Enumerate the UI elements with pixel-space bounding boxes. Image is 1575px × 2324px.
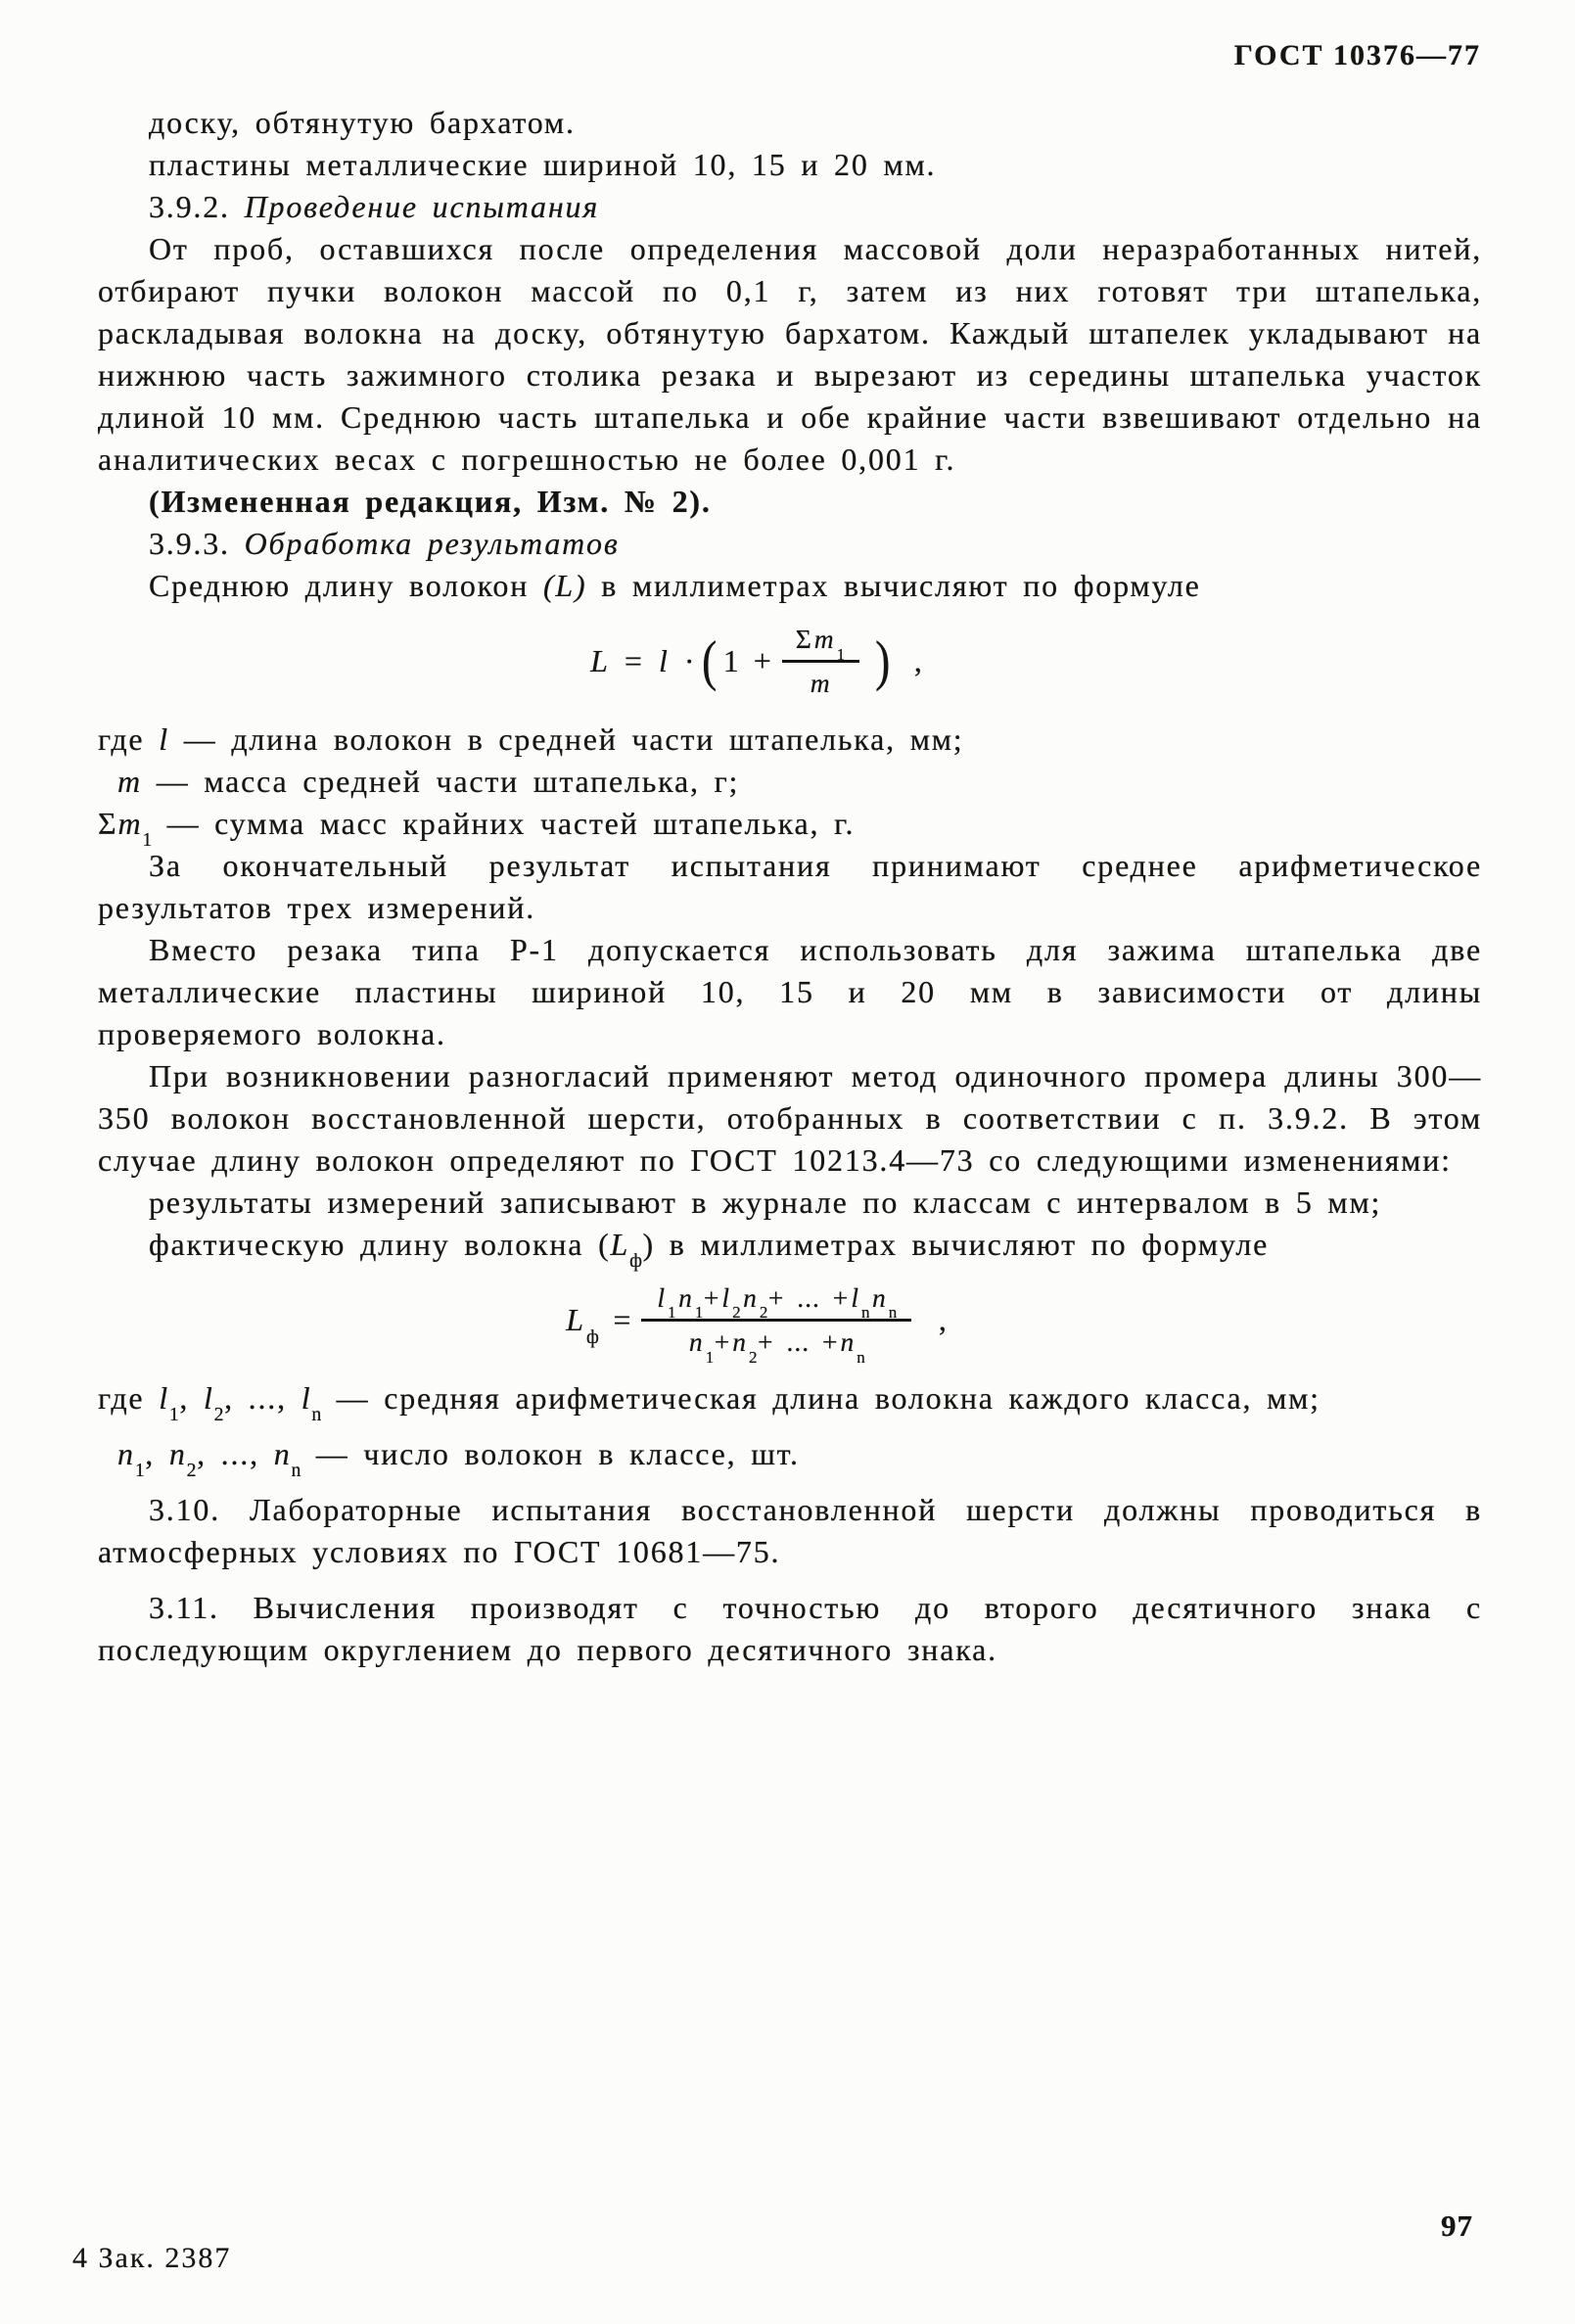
text-run: где — [98, 720, 160, 757]
paragraph — [98, 719, 1482, 761]
close-paren: ) — [874, 630, 891, 693]
text-run: + ... + — [767, 1281, 850, 1313]
text-run: + — [714, 1326, 731, 1358]
text-run: ) в миллиметрах вычисляют по формуле — [642, 1226, 1270, 1262]
text-run: + ... + — [758, 1326, 839, 1358]
text-run: m — [117, 805, 143, 841]
text-run: — средняя арифметическая длина волокна каждого класса, мм; — [321, 1379, 1320, 1416]
subscript: 2 — [186, 1459, 198, 1481]
text-run: Σ — [795, 624, 812, 654]
text-run: l — [658, 643, 669, 679]
text-run: L — [610, 1226, 630, 1262]
text-run: где — [98, 1379, 160, 1416]
formula — [98, 1281, 1413, 1367]
text-run: n — [688, 1326, 704, 1358]
text-run: m — [813, 624, 835, 654]
paragraph — [98, 1433, 1482, 1481]
text-run: n — [732, 1326, 748, 1358]
text-run: l — [721, 1281, 731, 1313]
paragraph — [98, 102, 1482, 144]
text-run: От проб, оставшихся после определения массовой доли неразработанных нитей, отбирают пучки волокон массой по 0,1 г, затем из них готовят три штапелька, раскладывая волокна на доску, обтянутую бархатом. Каждый штапелек укладывают на нижнюю часть зажимного столика резака и вырезают из середины штапелька участок длиной 10 мм. Среднюю часть штапелька и обе крайние части взвешивают отдельно на аналитических весах с погрешностью не более 0,001 г. — [98, 231, 1482, 477]
text-run: = — [610, 643, 657, 679]
fraction — [641, 1281, 910, 1367]
numerator — [641, 1281, 910, 1322]
text-run: 1 + — [722, 643, 772, 679]
subscript: 1 — [694, 1303, 704, 1323]
subscript: 2 — [213, 1403, 225, 1425]
text-run: l — [301, 1379, 312, 1416]
text-run: , — [145, 1435, 169, 1471]
denominator — [687, 1322, 866, 1367]
text-run: = — [599, 1302, 632, 1338]
text-run: + — [703, 1281, 720, 1313]
text-run: n — [273, 1435, 292, 1471]
text-run: L — [590, 643, 609, 679]
text-run: n — [678, 1281, 693, 1313]
text-run: фактическую длину волокна ( — [149, 1226, 611, 1262]
paragraph — [98, 1224, 1482, 1273]
text-run: l — [159, 1379, 169, 1416]
subscript: ф — [629, 1250, 643, 1273]
document-body — [98, 102, 1482, 1671]
text-run: Σ — [98, 805, 118, 841]
paragraph — [98, 565, 1482, 607]
text-run: n — [872, 1281, 887, 1313]
subscript: 2 — [749, 1347, 759, 1367]
text-run: · — [670, 643, 696, 679]
text-run: в миллиметрах вычисляют по формуле — [586, 568, 1201, 603]
text-run: — число волокон в классе, шт. — [301, 1435, 800, 1471]
formula-term — [723, 640, 772, 682]
text-run: n — [743, 1281, 758, 1313]
text-run: За окончательный результат испытания принимают среднее арифметическое результатов трех измерений. — [98, 847, 1482, 925]
subscript: 1 — [668, 1303, 677, 1323]
text-run: n — [117, 1435, 135, 1471]
text-run: Обработка результатов — [244, 526, 620, 561]
paragraph — [98, 845, 1482, 929]
text-run: 3.11. Вычисления производят с точностью до второго десятичного знака с последующим округлением до первого десятичного знака. — [98, 1589, 1482, 1667]
text-run: результаты измерений записывают в журнале по классам с интервалом в 5 мм; — [149, 1184, 1382, 1220]
text-run: n — [840, 1326, 856, 1358]
text-run: доску, обтянутую бархатом. — [149, 105, 576, 140]
subscript: ф — [585, 1325, 600, 1348]
open-paren: ( — [701, 630, 718, 693]
fraction — [782, 623, 859, 701]
paragraph — [98, 1587, 1482, 1671]
text-run: (L) — [542, 568, 587, 603]
subscript: 2 — [759, 1303, 768, 1323]
denominator — [809, 663, 833, 700]
text-run: 3.9.2. — [149, 189, 245, 224]
text-run: l — [203, 1379, 214, 1416]
text-run: Проведение испытания — [244, 189, 599, 224]
text-run: — длина волокон в средней части штапелька, мм; — [168, 720, 964, 757]
formula-lhs — [588, 640, 695, 682]
paragraph — [98, 1489, 1482, 1573]
paragraph — [98, 228, 1482, 481]
text-run: Среднюю длину волокон — [149, 568, 543, 603]
text-run: 3.10. Лабораторные испытания восстановленной шерсти должны проводиться в атмосферных условиях по ГОСТ 10681—75. — [98, 1491, 1482, 1569]
formula — [98, 623, 1413, 701]
paragraph — [98, 929, 1482, 1055]
text-run: — сумма масс крайних частей штапелька, г. — [152, 805, 856, 841]
text-run: , — [179, 1379, 204, 1416]
paragraph — [98, 481, 1482, 523]
text-run: , ..., — [197, 1435, 274, 1471]
text-run: — масса средней части штапелька, г; — [141, 763, 740, 799]
subscript: n — [860, 1303, 871, 1323]
paragraph — [98, 803, 1482, 852]
text-run: 3.9.3. — [149, 526, 245, 561]
formula-tail: , — [913, 643, 923, 679]
numerator — [782, 623, 859, 663]
formula-lhs — [564, 1299, 632, 1348]
subscript: 1 — [168, 1403, 180, 1425]
section-heading — [98, 523, 1482, 565]
text-run: l — [159, 720, 169, 757]
subscript: n — [291, 1459, 301, 1481]
text-run: При возникновении разногласий применяют метод одиночного промера длины 300—350 волокон восстановленной шерсти, отобранных в соответствии с п. 3.9.2. В этом случае длину волокон определяют по ГОСТ 10213.4—73 со следующими изменениями: — [98, 1057, 1482, 1178]
text-run: l — [657, 1281, 667, 1313]
text-run: m — [810, 668, 831, 699]
subscript: 1 — [142, 829, 153, 852]
subscript: 2 — [732, 1303, 742, 1323]
page-number: 97 — [1441, 2208, 1473, 2243]
text-run: , ..., — [224, 1379, 301, 1416]
page-header — [1234, 39, 1481, 72]
standard-number: ГОСТ 10376—77 — [1233, 39, 1481, 71]
section-heading — [98, 186, 1482, 228]
paragraph — [98, 1377, 1482, 1425]
paragraph — [98, 1055, 1482, 1182]
subscript: 1 — [836, 644, 846, 664]
paragraph — [98, 1182, 1482, 1224]
text-run: l — [851, 1281, 859, 1313]
text-run: m — [117, 763, 142, 799]
paragraph — [98, 761, 1482, 803]
subscript: n — [888, 1303, 898, 1323]
text-run: n — [168, 1435, 187, 1471]
paragraph — [98, 144, 1482, 186]
formula-tail: , — [938, 1302, 948, 1338]
text-run: (Измененная редакция, Изм. № 2). — [149, 484, 712, 519]
subscript: n — [311, 1403, 322, 1425]
text-run: Вместо резака типа Р-1 допускается использовать для зажима штапелька две металлические пластины шириной 10, 15 и 20 мм в зависимости от длины проверяемого волокна. — [98, 931, 1482, 1051]
print-order-note: 4 Зак. 2387 — [72, 2242, 232, 2274]
text-run: пластины металлические шириной 10, 15 и 20 мм. — [149, 147, 937, 182]
subscript: n — [857, 1347, 866, 1367]
subscript: 1 — [705, 1347, 715, 1367]
subscript: 1 — [134, 1459, 146, 1481]
text-run: L — [566, 1302, 584, 1338]
